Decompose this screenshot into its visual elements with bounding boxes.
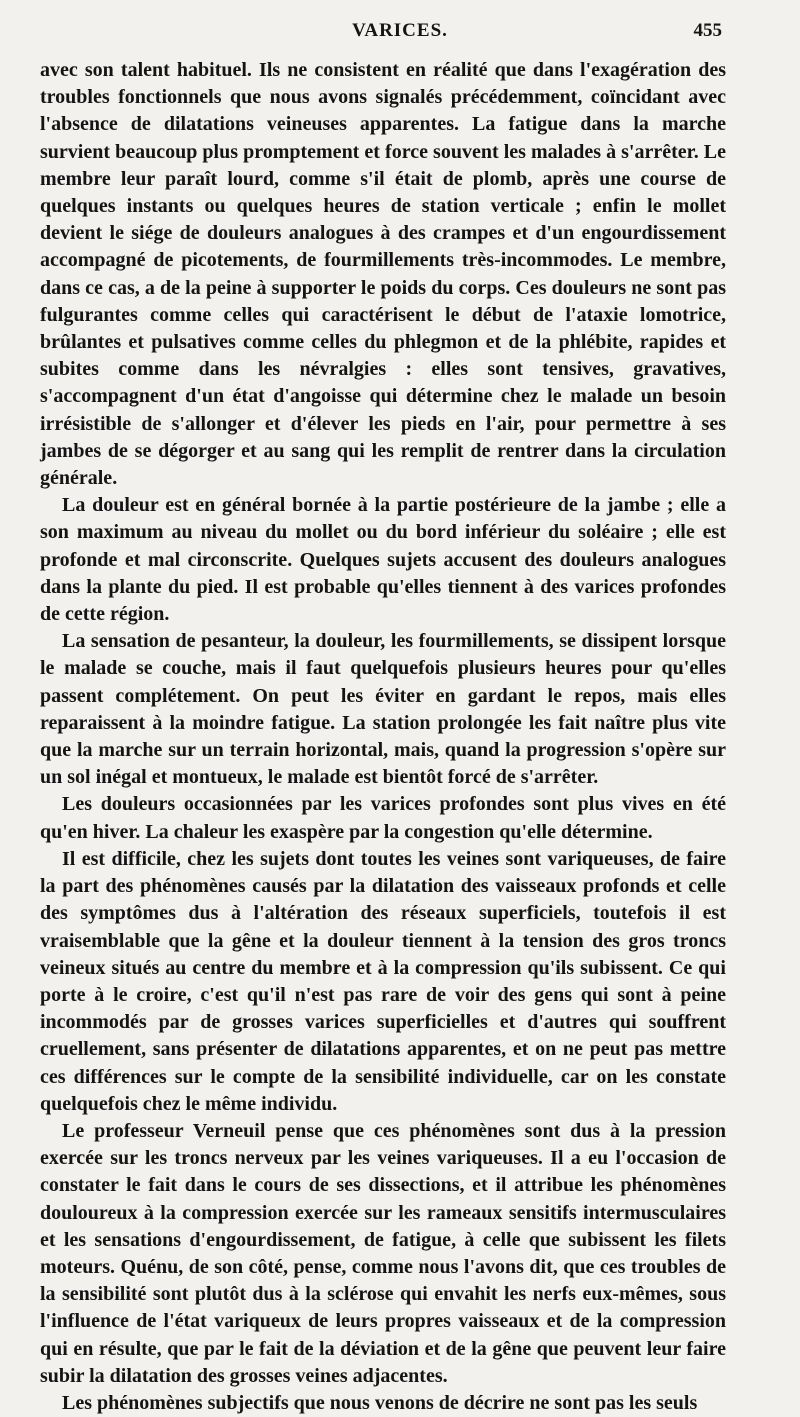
page-header	[0, 20, 800, 54]
running-title: VARICES.	[352, 20, 448, 41]
body-text	[40, 57, 726, 1417]
paragraph: La sensation de pesanteur, la douleur, les fourmillements, se dissipent lorsque le malade se couche, mais il faut quelquefois plusieurs heures pour qu'elles passent complétement. On peut les éviter en gardant le repos, mais elles reparaissent à la moindre fatigue. La station prolongée les fait naître plus vite que la marche sur un terrain horizontal, mais, quand la progression s'opère sur un sol inégal et montueux, le malade est bientôt forcé de s'arrêter.	[40, 630, 726, 789]
paragraph: Les phénomènes subjectifs que nous venons de décrire ne sont pas les seuls	[62, 1391, 698, 1414]
paragraph: La douleur est en général bornée à la partie postérieure de la jambe ; elle a son maximum au niveau du mollet ou du bord inférieur du soléaire ; elle est profonde et mal circonscrite. Quelques sujets accusent des douleurs analogues dans la plante du pied. Il est probable qu'elles tiennent à des varices profondes de cette région.	[40, 494, 726, 626]
paragraph: Le professeur Verneuil pense que ces phénomènes sont dus à la pression exercée sur les troncs nerveux par les veines variqueuses. Il a eu l'occasion de constater le fait dans le cours de ses dissections, et il attribue les phénomènes douloureux à la compression exercée sur les rameaux sensitifs intermusculaires et les sensations d'engourdissement, de fatigue, à celle que subissent les filets moteurs. Quénu, de son côté, pense, comme nous l'avons dit, que ces troubles de la sensibilité sont plutôt dus à la sclérose qui envahit les nerfs eux-mêmes, sous l'influence de l'état variqueux de leurs propres vaisseaux et de la compression qui en résulte, que par le fait de la déviation et de la gêne que peuvent leur faire subir la dilatation des grosses veines adjacentes.	[40, 1119, 726, 1387]
paragraph: avec son talent habituel. Ils ne consistent en réalité que dans l'exagération des troubles fonctionnels que nous avons signalés précédemment, coïncidant avec l'absence de dilatations veineuses apparentes. La fatigue dans la marche survient beaucoup plus promptement et force souvent les malades à s'arrêter. Le membre leur paraît lourd, comme s'il était de plomb, après une course de quelques instants ou quelques heures de station verticale ; enfin le mollet devient le siége de douleurs analogues à des crampes et d'un engourdissement accompagné de picotements, de fourmillements très-incommodes. Le membre, dans ce cas, a de la peine à supporter le poids du corps. Ces douleurs ne sont pas fulgurantes comme celles qui caractérisent le début de l'ataxie lomotrice, brûlantes et pulsatives comme celles du phlegmon et de la phlébite, rapides et subites comme dans les névralgies : elles sont tensives, gravatives, s'accompagnent d'un état d'angoisse qui détermine chez le malade un besoin irrésistible de s'allonger et d'élever les pieds en l'air, pour permettre à ses jambes de se dégorger et au sang qui les remplit de rentrer dans la circulation générale.	[40, 59, 726, 490]
page-number: 455	[693, 20, 722, 41]
paragraph: Les douleurs occasionnées par les varices profondes sont plus vives en été qu'en hiver. La chaleur les exaspère par la congestion qu'elle détermine.	[40, 793, 726, 843]
paragraph: Il est difficile, chez les sujets dont toutes les veines sont variqueuses, de faire la part des phénomènes causés par la dilatation des vaisseaux profonds et celle des symptômes dus à l'altération des réseaux superficiels, toutefois il est vraisemblable que la gêne et la douleur tiennent à la tension des gros troncs veineux situés au centre du membre et à la compression qu'ils subissent. Ce qui porte à le croire, c'est qu'il n'est pas rare de voir des gens qui sont à peine incommodés par de grosses varices superficielles et d'autres qui souffrent cruellement, sans présenter de dilatations apparentes, et on ne peut pas mettre ces différences sur le compte de la sensibilité individuelle, car on les constate quelquefois chez le même individu.	[40, 847, 726, 1115]
